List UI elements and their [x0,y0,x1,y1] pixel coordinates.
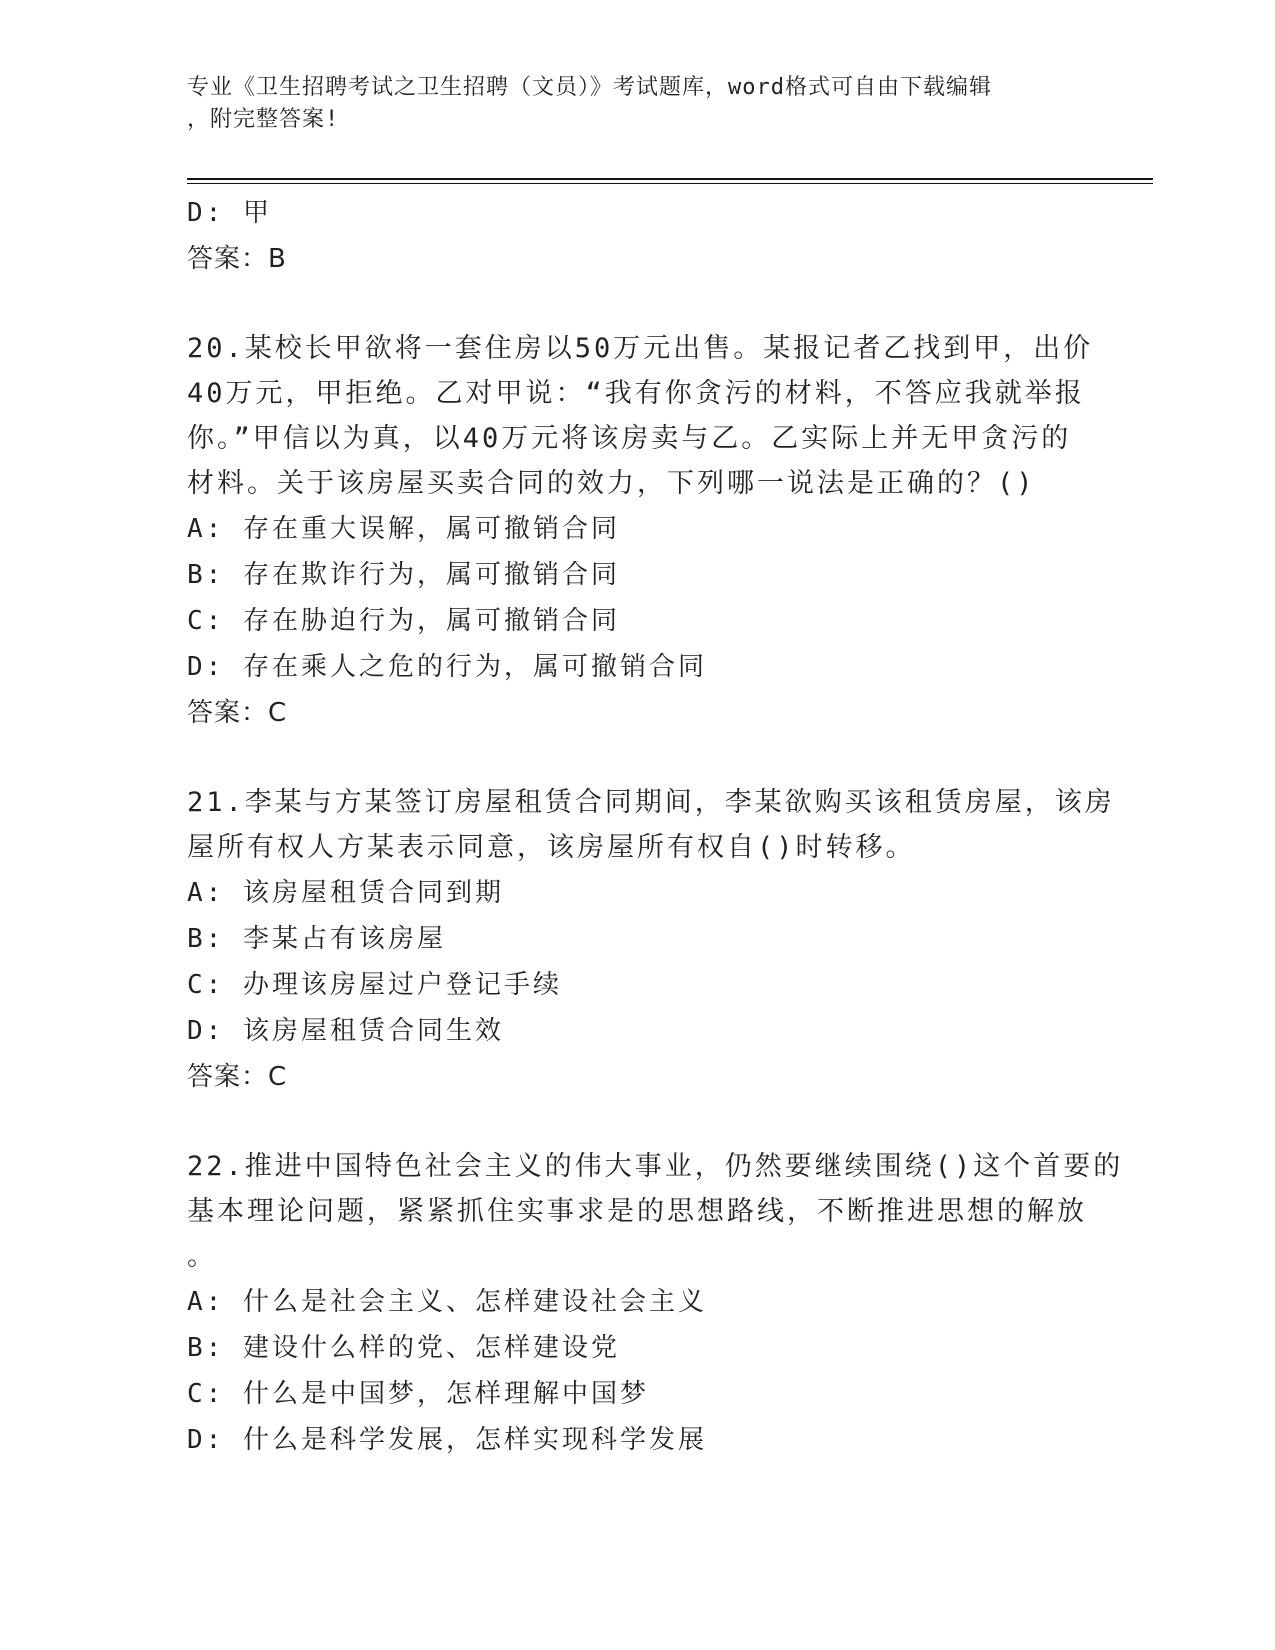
previous-question-tail [187,190,1087,282]
question-22 [187,1144,1124,1463]
option-b: B: 建设什么样的党、怎样建设党 [187,1333,620,1363]
option-d: D: 甲 [187,198,272,228]
question-21 [187,780,1115,1100]
answer-line: 答案：B [187,244,287,274]
header-rule-thick [187,178,1153,180]
option-d: D: 什么是科学发展，怎样实现科学发展 [187,1425,707,1455]
option-d: D: 该房屋租赁合同生效 [187,1016,504,1046]
question-stem-line: 你。”甲信以为真，以40万元将该房卖与乙。乙实际上并无甲贪污的 [187,423,1072,454]
option-c: C: 办理该房屋过户登记手续 [187,970,562,1000]
question-stem-line: 材料。关于该房屋买卖合同的效力，下列哪一说法是正确的？() [187,468,1036,499]
question-stem-line: 屋所有权人方某表示同意，该房屋所有权自()时转移。 [187,832,916,863]
option-a: A: 什么是社会主义、怎样建设社会主义 [187,1287,707,1317]
option-d: D: 存在乘人之危的行为，属可撤销合同 [187,652,707,682]
document-header [187,72,1067,136]
option-c: C: 什么是中国梦，怎样理解中国梦 [187,1379,649,1409]
header-line-1: 专业《卫生招聘考试之卫生招聘（文员）》考试题库，word格式可自由下载编辑 [187,75,992,100]
option-a: A: 该房屋租赁合同到期 [187,878,504,908]
question-20 [187,326,1094,736]
question-stem-line: 基本理论问题，紧紧抓住实事求是的思想路线，不断推进思想的解放 [187,1196,1087,1227]
option-a: A: 存在重大误解，属可撤销合同 [187,514,620,544]
document-content [187,190,1124,1463]
option-c: C: 存在胁迫行为，属可撤销合同 [187,606,620,636]
question-stem-line: 22.推进中国特色社会主义的伟大事业，仍然要继续围绕()这个首要的 [187,1151,1124,1182]
question-stem-line: 。 [187,1241,217,1272]
question-stem-line: 40万元，甲拒绝。乙对甲说：“我有你贪污的材料，不答应我就举报 [187,378,1085,409]
answer-line: 答案：C [187,698,288,728]
option-b: B: 存在欺诈行为，属可撤销合同 [187,560,620,590]
question-stem-line: 21.李某与方某签订房屋租赁合同期间，李某欲购买该租赁房屋，该房 [187,787,1115,818]
header-line-2: ，附完整答案! [187,107,340,132]
answer-line: 答案：C [187,1062,288,1092]
header-rule-thin [187,183,1153,184]
question-stem-line: 20.某校长甲欲将一套住房以50万元出售。某报记者乙找到甲，出价 [187,333,1094,364]
option-b: B: 李某占有该房屋 [187,924,446,954]
